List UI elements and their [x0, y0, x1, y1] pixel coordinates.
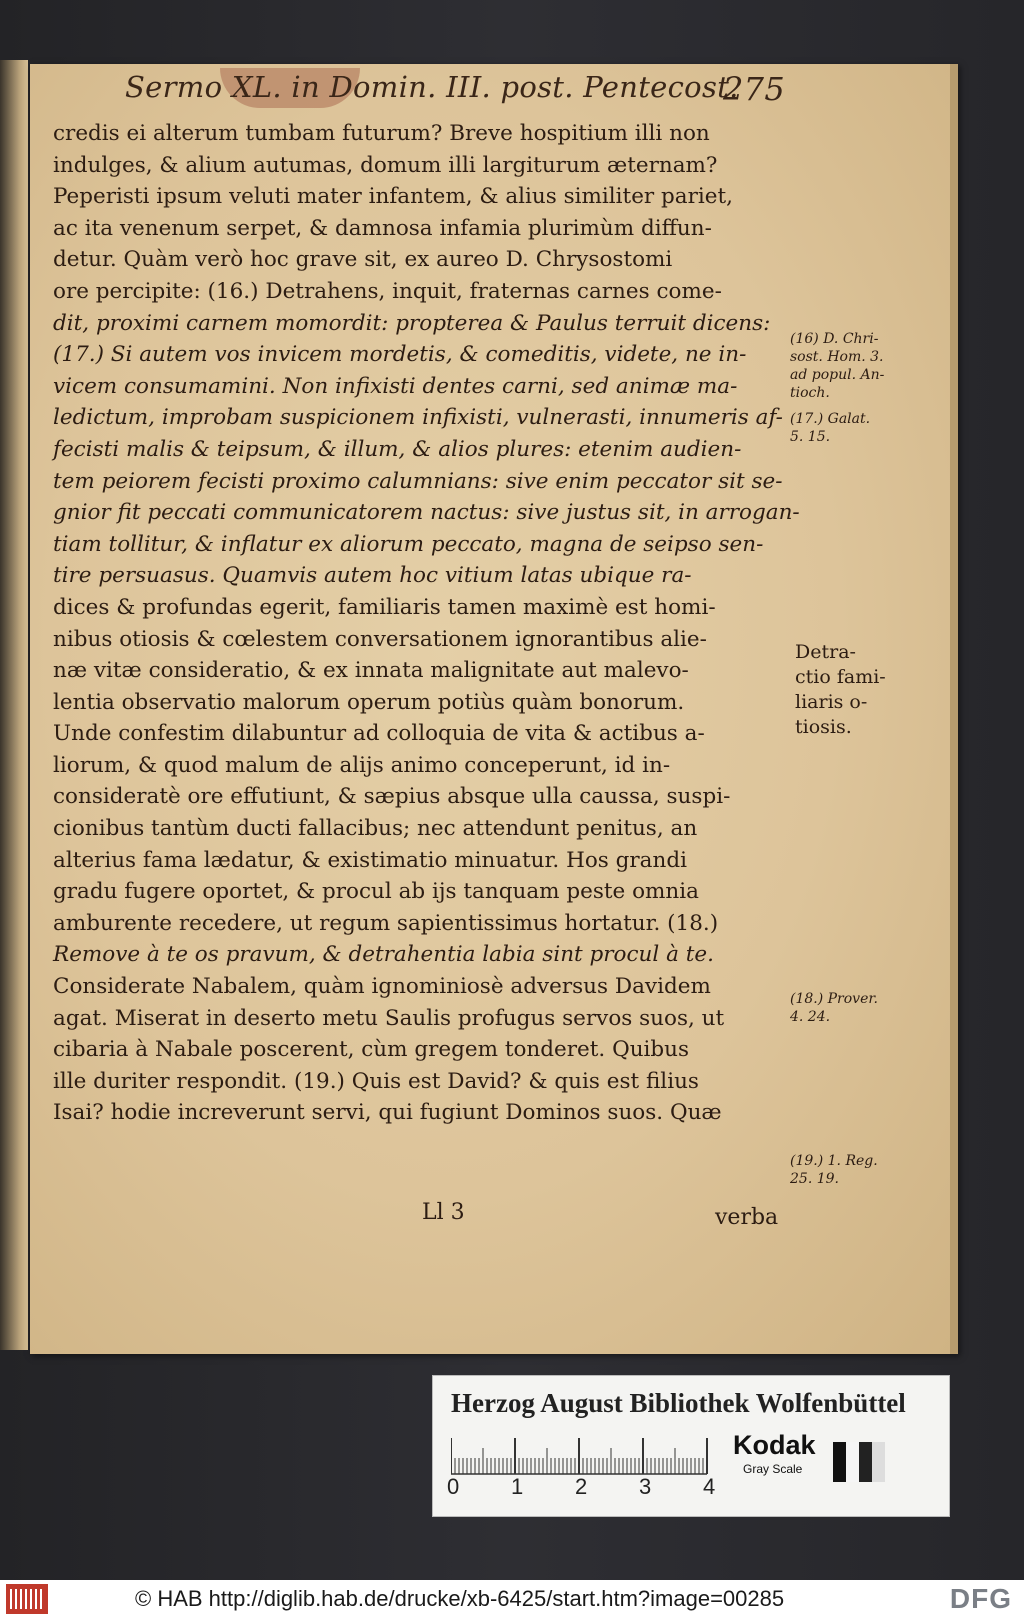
ruler-number: 1 — [511, 1474, 524, 1499]
color-target-card — [432, 1375, 950, 1517]
gray-scale-patch — [833, 1442, 885, 1482]
text-line: Considerate Nabalem, quàm ignominiosè adversus Davidem — [53, 974, 711, 1000]
marginal-note-19 — [790, 1152, 878, 1188]
ruler-number: 4 — [703, 1474, 716, 1499]
marginal-note-17 — [790, 410, 870, 446]
text-line: gnior fit peccati communicatorem nactus: sive justus sit, in arrogan- — [53, 500, 800, 526]
text-line: dices & profundas egerit, familiaris tamen maximè est homi- — [53, 594, 716, 620]
margin-line: (18.) Prover. — [790, 991, 878, 1007]
ruler-number: 3 — [639, 1474, 652, 1499]
margin-line: sost. Hom. 3. — [790, 349, 884, 365]
text-line: detur. Quàm verò hoc grave sit, ex aureo D. Chrysostomi — [53, 247, 673, 273]
marginal-note-16 — [790, 330, 884, 402]
hab-logo-icon — [6, 1584, 48, 1614]
text-line: Peperisti ipsum veluti mater infantem, & alius similiter pariet, — [53, 184, 733, 210]
kodak-logo: Kodak — [733, 1430, 816, 1460]
text-line: ille duriter respondit. (19.) Quis est David? & quis est filius — [53, 1068, 699, 1094]
gray-scale-label: Gray Scale — [743, 1462, 803, 1476]
text-line: agat. Miserat in deserto metu Saulis profugus servos suos, ut — [53, 1005, 725, 1031]
text-line: ore percipite: (16.) Detrahens, inquit, fraternas carnes come- — [53, 278, 722, 304]
text-line: ledictum, improbam suspicionem infixisti, vulnerasti, innumeris af- — [53, 405, 783, 431]
margin-line: 5. 15. — [790, 429, 831, 445]
body-text — [53, 118, 800, 1129]
folio-number: 275 — [723, 70, 785, 108]
text-line: indulges, & alium autumas, domum illi largiturum æternam? — [53, 152, 718, 178]
margin-line: ad popul. An- — [790, 367, 885, 383]
footer-bar — [0, 1580, 1024, 1618]
ruler-number: 2 — [575, 1474, 588, 1499]
text-line: fecisti malis & teipsum, & illum, & alios plures: etenim audien- — [53, 436, 742, 462]
text-line: Unde confestim dilabuntur ad colloquia de vita & actibus a- — [53, 721, 705, 747]
margin-line: tioch. — [790, 385, 830, 401]
margin-line: (16) D. Chri- — [790, 331, 879, 347]
catchword: verba — [715, 1205, 779, 1230]
text-line: amburente recedere, ut regum sapientissimus hortatur. (18.) — [53, 910, 719, 936]
dfg-logo: DFG — [949, 1583, 1012, 1614]
margin-line: (19.) 1. Reg. — [790, 1153, 878, 1169]
marginal-side-heading — [795, 640, 886, 740]
library-name: Herzog August Bibliothek Wolfenbüttel — [451, 1388, 906, 1418]
margin-line: liaris o- — [795, 691, 868, 713]
text-line: Isai? hodie increverunt servi, qui fugiunt Dominos suos. Quæ — [53, 1100, 722, 1126]
text-line: consideratè ore effutiunt, & sæpius absque ulla caussa, suspi- — [53, 784, 731, 810]
text-line: lentia observatio malorum operum potiùs quàm bonorum. — [53, 689, 685, 715]
text-line: liorum, & quod malum de alijs animo conceperunt, id in- — [53, 752, 671, 778]
text-line: ac ita venenum serpet, & damnosa infamia plurimùm diffun- — [53, 215, 712, 241]
text-line: credis ei alterum tumbam futurum? Breve hospitium illi non — [53, 121, 710, 146]
text-line: cibaria à Nabale poscerent, cùm gregem tonderet. Quibus — [53, 1037, 690, 1063]
text-line: vicem consumamini. Non infixisti dentes carni, sed animæ ma- — [53, 373, 738, 399]
text-line: (17.) Si autem vos invicem mordetis, & comeditis, videte, ne in- — [53, 342, 747, 368]
text-line: næ vitæ consideratio, & ex innata malignitate aut malevo- — [53, 658, 689, 684]
scale-ruler — [451, 1434, 711, 1478]
text-line: alterius fama lædatur, & existimatio minuatur. Hos grandi — [53, 847, 687, 873]
marginal-note-18 — [790, 990, 878, 1026]
margin-line: 4. 24. — [790, 1009, 831, 1025]
facing-page-edge — [0, 60, 28, 1350]
margin-line: tiosis. — [795, 716, 852, 738]
margin-line: Detra- — [795, 641, 856, 663]
text-line: tiam tollitur, & inflatur ex aliorum peccato, magna de seipso sen- — [53, 531, 764, 557]
text-line: nibus otiosis & cœlestem conversationem ignorantibus alie- — [53, 626, 707, 652]
running-head — [125, 70, 785, 110]
signature-mark: Ll 3 — [422, 1200, 465, 1225]
text-line: gradu fugere oportet, & procul ab ijs tanquam peste omnia — [53, 879, 699, 905]
text-line: dit, proximi carnem momordit: propterea & Paulus terruit dicens: — [53, 310, 771, 336]
margin-line: (17.) Galat. — [790, 411, 871, 427]
margin-line: ctio fami- — [795, 666, 886, 688]
running-head-title: Sermo XL. in Domin. III. post. Pentecost. — [125, 70, 739, 104]
ruler-number: 0 — [447, 1474, 460, 1499]
margin-line: 25. 19. — [790, 1171, 839, 1187]
footer-url-link[interactable]: © HAB http://diglib.hab.de/drucke/xb-6425/start.htm?image=00285 — [135, 1586, 785, 1611]
text-line: tem peiorem fecisti proximo calumnians: sive enim peccator sit se- — [53, 468, 783, 494]
text-line: Remove à te os pravum, & detrahentia labia sint procul à te. — [53, 942, 714, 968]
text-line: cionibus tantùm ducti fallacibus; nec attendunt penitus, an — [53, 816, 698, 842]
text-line: tire persuasus. Quamvis autem hoc vitium latas ubique ra- — [53, 563, 692, 589]
